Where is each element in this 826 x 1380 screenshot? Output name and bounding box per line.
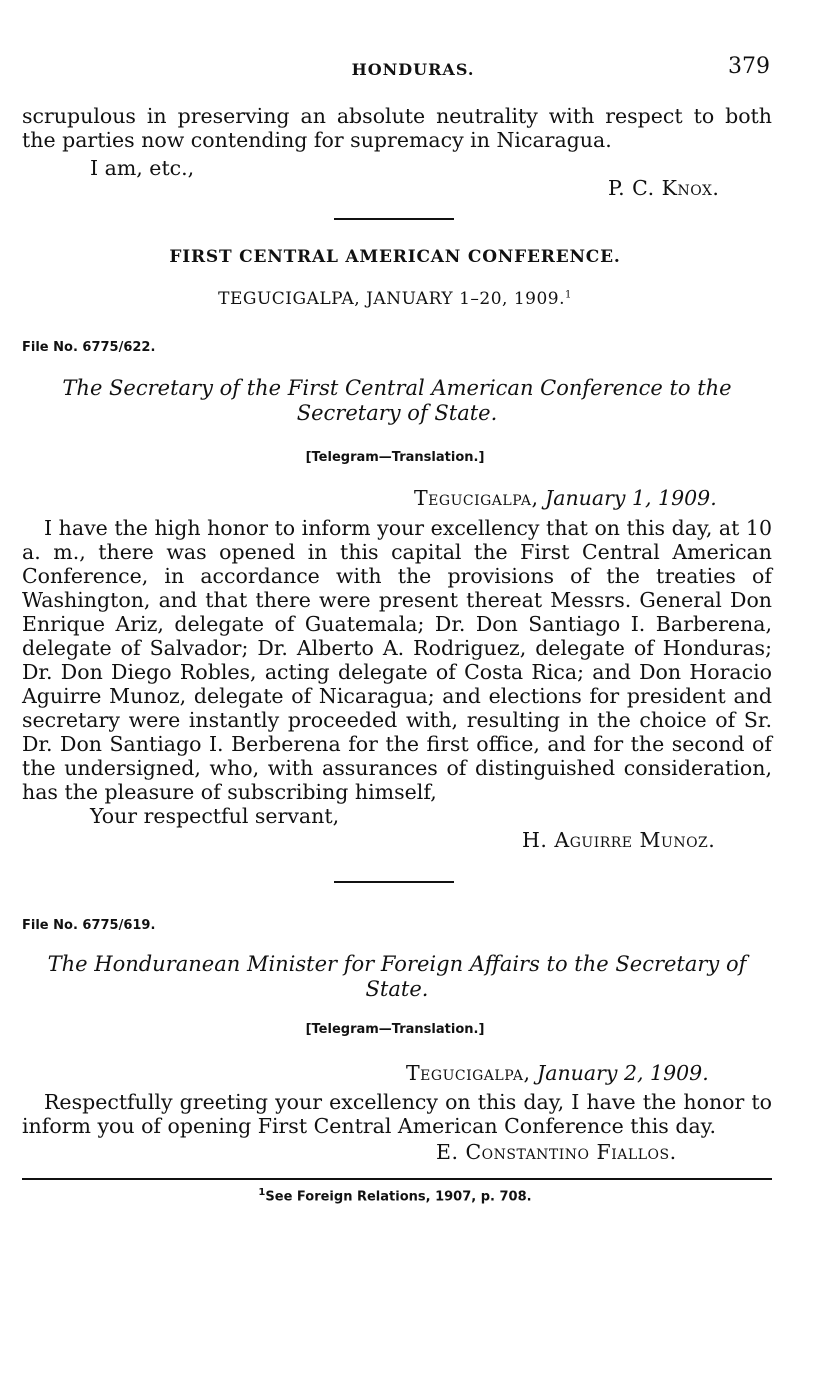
letter-signature: E. Constantino Fiallos. <box>436 1140 677 1164</box>
intro-closing: I am, etc., <box>90 156 195 180</box>
intro-paragraph: scrupulous in preserving an absolute neutrality with respect to both the parties now contending for supremacy in Nicaragua. <box>22 104 772 152</box>
document-heading: The Honduranean Minister for Foreign Affairs to the Secretary of State. <box>47 952 747 1001</box>
footnote-rule <box>22 1178 772 1180</box>
letter-signature: H. Aguirre Munoz. <box>522 828 716 852</box>
file-number: File No. 6775/619. <box>22 918 156 933</box>
section-divider <box>334 218 454 220</box>
footnote-ref: 1 <box>565 289 572 301</box>
telegram-body: I have the high honor to inform your excellency that on this day, at 10 a. m., there was opened in this capital the First Central American Conference, in accordance with the provisions of the treaties of Washington, and that there were present thereat Messrs. General Don Enrique Ariz, delegate of Guatemala; Dr. Don Santiago I. Barberena, delegate of Salvador; Dr. Alberto A. Rodriguez, delegate of Honduras; Dr. Don Diego Robles, acting delegate of Costa Rica; and Don Horacio Aguirre Munoz, delegate of Nicaragua; and elections for president and secretary were instantly proceeded with, resulting in the choice of Sr. Dr. Don Santiago I. Berberena for the first office, and for the second of the undersigned, who, with assurances of distinguished consideration, has the pleasure of subscribing himself, <box>22 516 772 804</box>
section-subtitle: TEGUCIGALPA, JANUARY 1–20, 1909.$^1$ <box>218 289 572 309</box>
footnote: $^1$See Foreign Relations, 1907, p. 708. <box>258 1187 532 1205</box>
telegram-note: [Telegram—Translation.] <box>305 450 485 465</box>
intro-signature: P. C. Knox. <box>608 176 720 200</box>
file-number: File No. 6775/622. <box>22 340 156 355</box>
section-title: FIRST CENTRAL AMERICAN CONFERENCE. <box>169 247 621 267</box>
telegram-body: Respectfully greeting your excellency on this day, I have the honor to inform you of opening First Central American Conference this day. <box>22 1090 772 1138</box>
dateline: Tegucigalpa, January 1, 1909. <box>414 486 717 510</box>
letter-closing: Your respectful servant, <box>90 804 340 828</box>
section-divider <box>334 881 454 883</box>
telegram-note: [Telegram—Translation.] <box>305 1022 485 1037</box>
dateline: Tegucigalpa, January 2, 1909. <box>406 1061 709 1085</box>
document-heading: The Secretary of the First Central American Conference to the Secretary of State. <box>62 376 732 425</box>
running-header: HONDURAS. <box>351 60 475 79</box>
page-number: 379 <box>728 54 770 79</box>
